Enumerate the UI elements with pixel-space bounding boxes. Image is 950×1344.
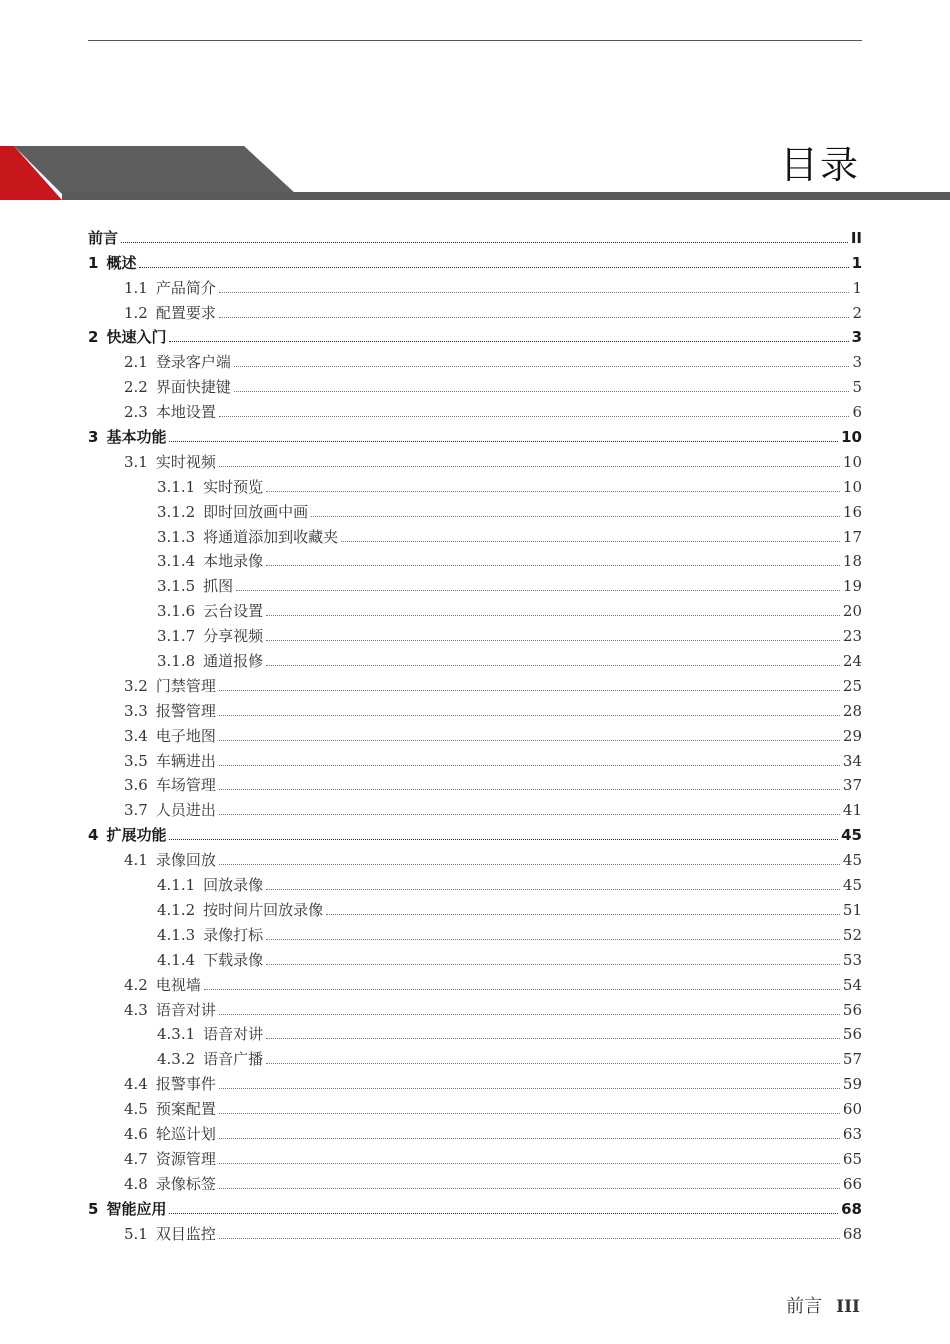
- toc-entry-page: 59: [842, 1075, 862, 1094]
- toc-entry-title: 报警管理: [155, 701, 216, 720]
- toc-entry[interactable]: [88, 1043, 862, 1068]
- toc-entry-page: 20: [842, 602, 862, 621]
- toc-entry-number: 4.1.4: [157, 950, 196, 969]
- toc-entry-title: 实时预览: [203, 477, 264, 496]
- toc-entry-title: 分享视频: [203, 627, 264, 646]
- toc-dot-leader: [266, 1037, 840, 1039]
- toc-entry-number: 5.1: [124, 1224, 148, 1243]
- toc-dot-leader: [169, 340, 848, 342]
- toc-entry-title: 产品简介: [155, 278, 216, 297]
- toc-entry-number: 3.6: [124, 776, 148, 795]
- toc-entry-number: 4.1.3: [157, 925, 196, 944]
- toc-entry-page: II: [850, 228, 862, 247]
- toc-entry-title: 轮巡计划: [155, 1124, 216, 1143]
- toc-entry-number: 3.1.1: [157, 477, 196, 496]
- toc-entry-number: 1.2: [124, 303, 148, 322]
- toc-entry-page: 41: [842, 801, 862, 820]
- toc-entry-number: 4.4: [124, 1075, 148, 1094]
- toc-entry-page: 66: [842, 1174, 862, 1193]
- toc-entry-title: 快速入门: [106, 328, 167, 347]
- toc-entry[interactable]: [88, 272, 862, 297]
- toc-entry-number: 3.1: [124, 452, 148, 471]
- toc-dot-leader: [219, 739, 840, 741]
- toc-entry-page: 24: [842, 652, 862, 671]
- toc-entry-title: 通道报修: [203, 652, 264, 671]
- toc-entry-title: 概述: [106, 253, 137, 272]
- toc-entry-number: 4.1: [124, 851, 148, 870]
- toc-entry-title: 界面快捷键: [155, 378, 231, 397]
- toc-entry[interactable]: [88, 247, 862, 272]
- header-rule: [88, 40, 862, 41]
- toc-entry-title: 回放录像: [203, 876, 264, 895]
- toc-entry-title: 门禁管理: [155, 676, 216, 695]
- toc-dot-leader: [266, 1062, 840, 1064]
- toc-entry-number: 3.4: [124, 726, 148, 745]
- toc-entry-number: 3.1.5: [157, 577, 196, 596]
- toc-entry-title: 语音对讲: [155, 1000, 216, 1019]
- toc-dot-leader: [219, 1112, 840, 1114]
- toc-dot-leader: [219, 465, 840, 467]
- toc-entry[interactable]: [88, 645, 862, 670]
- toc-entry-title: 语音对讲: [203, 1025, 264, 1044]
- toc-dot-leader: [266, 564, 840, 566]
- toc-dot-leader: [219, 813, 840, 815]
- toc-entry-page: 10: [842, 452, 862, 471]
- toc-entry-page: 53: [842, 950, 862, 969]
- toc-entry[interactable]: [88, 1093, 862, 1118]
- toc-entry-number: 3.1.7: [157, 627, 196, 646]
- toc-entry-page: 60: [842, 1100, 862, 1119]
- toc-entry[interactable]: [88, 1118, 862, 1143]
- toc-entry[interactable]: [88, 1193, 862, 1218]
- toc-entry[interactable]: [88, 1168, 862, 1193]
- toc-dot-leader: [121, 241, 848, 243]
- toc-entry[interactable]: [88, 919, 862, 944]
- toc-dot-leader: [236, 589, 840, 591]
- toc-entry-page: 45: [842, 876, 862, 895]
- footer-page-number: III: [836, 1297, 860, 1317]
- toc-entry-number: 3.7: [124, 801, 148, 820]
- toc-entry-page: 56: [842, 1025, 862, 1044]
- toc-entry[interactable]: [88, 546, 862, 571]
- toc-entry[interactable]: [88, 297, 862, 322]
- toc-entry-number: 1.1: [124, 278, 148, 297]
- toc-dot-leader: [204, 988, 840, 990]
- toc-entry[interactable]: [88, 446, 862, 471]
- toc-entry[interactable]: [88, 1143, 862, 1168]
- toc-dot-leader: [266, 963, 840, 965]
- toc-entry-title: 本地设置: [155, 403, 216, 422]
- toc-entry-page: 10: [841, 428, 862, 447]
- toc-entry-number: 4.3.2: [157, 1050, 196, 1069]
- toc-entry-number: 3.5: [124, 751, 148, 770]
- toc-entry-title: 车场管理: [155, 776, 216, 795]
- toc-entry-title: 基本功能: [106, 428, 167, 447]
- toc-entry-title: 配置要求: [155, 303, 216, 322]
- toc-dot-leader: [234, 365, 850, 367]
- toc-entry-page: 17: [842, 527, 862, 546]
- toc-entry-page: 45: [842, 851, 862, 870]
- toc-entry[interactable]: [88, 521, 862, 546]
- banner-dark-tab: [14, 146, 296, 194]
- toc-dot-leader: [219, 788, 840, 790]
- toc-entry[interactable]: [88, 944, 862, 969]
- toc-entry-page: 54: [842, 975, 862, 994]
- toc-entry-page: 65: [842, 1149, 862, 1168]
- toc-entry-number: 3.1.8: [157, 652, 196, 671]
- toc-entry[interactable]: [88, 570, 862, 595]
- toc-dot-leader: [219, 1162, 840, 1164]
- banner-gray-band: [62, 192, 950, 200]
- toc-entry-number: 3.3: [124, 701, 148, 720]
- toc-dot-leader: [169, 440, 838, 442]
- toc-entry-page: 68: [842, 1224, 862, 1243]
- toc-entry[interactable]: [88, 371, 862, 396]
- toc-entry-page: 68: [841, 1199, 862, 1218]
- toc-dot-leader: [266, 664, 840, 666]
- toc-entry-number: 4.8: [124, 1174, 148, 1193]
- toc-entry-title: 资源管理: [155, 1149, 216, 1168]
- toc-entry-number: 2: [88, 328, 99, 347]
- toc-entry-number: 3.2: [124, 676, 148, 695]
- toc-dot-leader: [341, 540, 840, 542]
- toc-dot-leader: [266, 888, 840, 890]
- toc-dot-leader: [266, 639, 840, 641]
- toc-entry[interactable]: [88, 496, 862, 521]
- toc-entry[interactable]: [88, 396, 862, 421]
- toc-entry-page: 3: [851, 328, 862, 347]
- toc-dot-leader: [326, 913, 840, 915]
- toc-entry-page: 56: [842, 1000, 862, 1019]
- toc-entry-number: 2.2: [124, 378, 148, 397]
- toc-entry-page: 63: [842, 1124, 862, 1143]
- toc-dot-leader: [169, 838, 838, 840]
- toc-entry-title: 抓图: [203, 577, 234, 596]
- toc-entry-page: 37: [842, 776, 862, 795]
- toc-dot-leader: [219, 1087, 840, 1089]
- toc-entry-number: 4.1.1: [157, 876, 196, 895]
- toc-entry-page: 25: [842, 676, 862, 695]
- toc-entry-page: 2: [852, 303, 862, 322]
- toc-dot-leader: [219, 1137, 840, 1139]
- toc-entry[interactable]: [88, 745, 862, 770]
- toc-dot-leader: [219, 316, 850, 318]
- toc-entry-title: 人员进出: [155, 801, 216, 820]
- toc-entry[interactable]: [88, 969, 862, 994]
- toc-dot-leader: [234, 390, 850, 392]
- toc-entry-page: 51: [842, 900, 862, 919]
- toc-entry-number: 2.1: [124, 353, 148, 372]
- toc-entry-title: 即时回放画中画: [203, 502, 309, 521]
- toc-dot-leader: [219, 689, 840, 691]
- toc-entry[interactable]: [88, 844, 862, 869]
- toc-entry-title: 语音广播: [203, 1050, 264, 1069]
- toc-entry-title: 按时间片回放录像: [203, 900, 324, 919]
- table-of-contents: [88, 222, 862, 1243]
- toc-entry-number: 4.1.2: [157, 900, 196, 919]
- toc-entry[interactable]: [88, 770, 862, 795]
- page-footer: [786, 1292, 860, 1318]
- toc-entry[interactable]: [88, 994, 862, 1019]
- toc-entry-number: 3.1.4: [157, 552, 196, 571]
- toc-entry-number: 3.1.3: [157, 527, 196, 546]
- toc-entry-title: 智能应用: [106, 1199, 167, 1218]
- toc-dot-leader: [311, 515, 840, 517]
- toc-entry[interactable]: [88, 894, 862, 919]
- toc-entry-page: 34: [842, 751, 862, 770]
- toc-entry[interactable]: [88, 322, 862, 347]
- toc-entry-number: 5: [88, 1199, 99, 1218]
- toc-entry-number: 4.5: [124, 1100, 148, 1119]
- toc-entry-number: 1: [88, 253, 99, 272]
- toc-entry-title: 前言: [88, 228, 119, 247]
- toc-dot-leader: [219, 415, 850, 417]
- toc-dot-leader: [219, 1187, 840, 1189]
- toc-entry-number: 3.1.6: [157, 602, 196, 621]
- toc-entry-title: 录像标签: [155, 1174, 216, 1193]
- toc-entry[interactable]: [88, 346, 862, 371]
- toc-entry-number: 4: [88, 826, 99, 845]
- toc-entry-number: 4.6: [124, 1124, 148, 1143]
- toc-entry[interactable]: [88, 794, 862, 819]
- toc-entry-title: 车辆进出: [155, 751, 216, 770]
- toc-dot-leader: [219, 714, 840, 716]
- toc-entry-number: 4.3.1: [157, 1025, 196, 1044]
- toc-entry-title: 报警事件: [155, 1075, 216, 1094]
- toc-dot-leader: [266, 614, 840, 616]
- toc-entry-page: 57: [842, 1050, 862, 1069]
- toc-entry-page: 10: [842, 477, 862, 496]
- toc-entry-number: 4.7: [124, 1149, 148, 1168]
- toc-dot-leader: [169, 1212, 838, 1214]
- toc-entry-page: 29: [842, 726, 862, 745]
- toc-entry[interactable]: [88, 695, 862, 720]
- toc-entry-title: 登录客户端: [155, 353, 231, 372]
- toc-entry[interactable]: [88, 595, 862, 620]
- toc-entry-title: 本地录像: [203, 552, 264, 571]
- toc-entry-page: 1: [851, 253, 862, 272]
- toc-entry-number: 3.1.2: [157, 502, 196, 521]
- toc-dot-leader: [219, 291, 850, 293]
- toc-entry[interactable]: [88, 1019, 862, 1044]
- toc-entry[interactable]: [88, 819, 862, 844]
- toc-entry[interactable]: [88, 720, 862, 745]
- toc-entry-page: 3: [852, 353, 862, 372]
- toc-dot-leader: [219, 1237, 840, 1239]
- toc-entry-number: 2.3: [124, 403, 148, 422]
- toc-entry-title: 扩展功能: [106, 826, 167, 845]
- toc-entry-title: 录像打标: [203, 925, 264, 944]
- toc-entry-page: 18: [842, 552, 862, 571]
- toc-entry-page: 23: [842, 627, 862, 646]
- toc-entry[interactable]: [88, 620, 862, 645]
- toc-entry[interactable]: [88, 1068, 862, 1093]
- toc-entry-title: 录像回放: [155, 851, 216, 870]
- toc-entry-page: 1: [852, 278, 862, 297]
- toc-entry[interactable]: [88, 421, 862, 446]
- toc-entry-page: 52: [842, 925, 862, 944]
- toc-entry-title: 预案配置: [155, 1100, 216, 1119]
- toc-dot-leader: [266, 490, 840, 492]
- toc-entry-title: 下载录像: [203, 950, 264, 969]
- footer-section: 前言: [786, 1296, 823, 1317]
- toc-entry-page: 45: [841, 826, 862, 845]
- toc-entry-title: 电子地图: [155, 726, 216, 745]
- toc-entry[interactable]: [88, 471, 862, 496]
- toc-entry-page: 19: [842, 577, 862, 596]
- toc-entry-number: 4.2: [124, 975, 148, 994]
- toc-entry-title: 双目监控: [155, 1224, 216, 1243]
- toc-entry-page: 5: [852, 378, 862, 397]
- toc-entry[interactable]: [88, 222, 862, 247]
- toc-entry[interactable]: [88, 1218, 862, 1243]
- toc-dot-leader: [219, 764, 840, 766]
- toc-entry-number: 4.3: [124, 1000, 148, 1019]
- toc-entry-page: 6: [852, 403, 862, 422]
- toc-dot-leader: [139, 266, 848, 268]
- toc-entry-page: 28: [842, 701, 862, 720]
- toc-dot-leader: [266, 938, 840, 940]
- page-title: 目录: [779, 143, 860, 187]
- toc-entry-page: 16: [842, 502, 862, 521]
- toc-entry-title: 云台设置: [203, 602, 264, 621]
- toc-entry-number: 3: [88, 428, 99, 447]
- toc-dot-leader: [219, 1013, 840, 1015]
- toc-entry-title: 将通道添加到收藏夹: [203, 527, 339, 546]
- toc-entry[interactable]: [88, 670, 862, 695]
- toc-entry-title: 实时视频: [155, 452, 216, 471]
- toc-dot-leader: [219, 863, 840, 865]
- toc-entry-title: 电视墙: [155, 975, 201, 994]
- toc-entry[interactable]: [88, 869, 862, 894]
